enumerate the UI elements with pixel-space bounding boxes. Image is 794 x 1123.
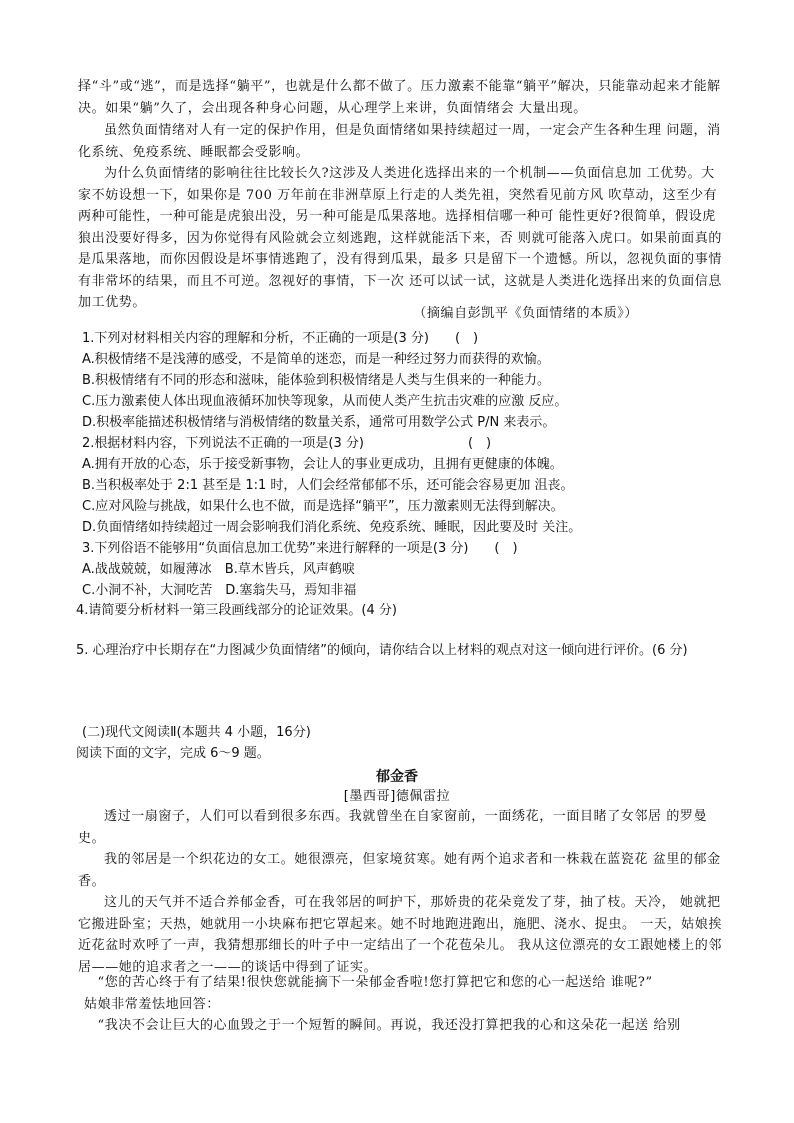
story-paragraph-4 <box>78 972 724 994</box>
question-stem: 4.请简要分析材料一第三段画线部分的论证效果。(4 分) <box>76 603 397 618</box>
option-b: B.当积极率处于 2:1 甚至是 1:1 时，人们会经常郁郁不乐，还可能会容易更加 沮丧。 <box>82 478 574 493</box>
story-text: 这儿的天气并不适合养郁金香，可在我邻居的呵护下，那娇贵的花朵竟发了芽，抽了枝。天冷， 她就把它搬进卧室；天热，她就用一小块麻布把它罩起来。她不时地跑进跑出，施肥、浇水、捉虫。 一天，姑娘挨近花盆时欢呼了一声，我猜想那细长的叶子中一定结出了一个花苞朵儿。 我从这位漂亮的女工跟她楼上的邻居——她的追求者之一——的谈话中得到了证实。 <box>78 895 722 975</box>
option-d: D.负面情绪如持续超过一周会影响我们消化系统、免疫系统、睡眠，因此要及时 关注。 <box>82 520 582 535</box>
question-stem: 5. 心理治疗中长期存在“力图减少负面情绪”的倾向，请你结合以上材料的观点对这一倾向进行评价。(6 分) <box>76 643 688 658</box>
story-paragraph-2 <box>78 849 724 892</box>
question-4 <box>76 600 716 621</box>
section-title: (二)现代文阅读Ⅱ(本题共 4 小题，16分) <box>82 725 311 740</box>
story-text: 我的邻居是一个织花边的女工。她很漂亮，但家境贫寒。她有两个追求者和一株栽在蓝瓷花 盆里的郁金香。 <box>78 852 721 889</box>
story-text: “您的苦心终于有了结果!很快您就能摘下一朵郁金香啦!您打算把它和您的心一起送给 谁呢?” <box>97 975 653 990</box>
option-c: C.应对风险与挑战，如果什么也不做，而是选择“躺平”，压力激素则无法得到解决。 <box>82 499 564 514</box>
question-1 <box>82 328 722 433</box>
story-text: 姑娘非常羞怯地回答： <box>84 997 221 1012</box>
option-c: C.压力激素使人体出现血液循环加快等现象，从而使人类产生抗击灾难的应激 反应。 <box>82 394 568 409</box>
options-ab: A.战战兢兢，如履薄冰 B.草木皆兵，风声鹤唳 <box>82 562 355 577</box>
instruction-text: 阅读下面的文字，完成 6～9 题。 <box>76 746 270 761</box>
option-d: D.积极率能描述积极情绪与消极情绪的数量关系，通常可用数学公式 P/N 来表示。 <box>82 415 556 430</box>
story-paragraph-6 <box>78 1015 724 1037</box>
passage1-source <box>78 303 638 325</box>
passage1-paragraph-3 <box>78 163 724 314</box>
option-b: B.积极情绪有不同的形态和滋味，能体验到积极情绪是人类与生俱来的一种能力。 <box>82 373 551 388</box>
passage1-text: 为什么负面情绪的影响往往比较长久?这涉及人类进化选择出来的一个机制——负面信息加 工优势。大家不妨设想一下，如果你是 700 万年前在非洲草原上行走的人类先祖，突然看见前方风 吹草动，这至少有两种可能性，一种可能是虎狼出没，另一种可能是瓜果落地。选择相信哪一种可 能性更好?很简单，假设虎狼出没要好得多，因为你觉得有风险就会立刻逃跑，这样就能活下来，否 则就可能落入虎口。如果前面真的是瓜果落地，而你因假设是坏事情逃跑了，没有得到瓜果，最多 只是留下一个遗憾。所以，忽视负面的事情有非常坏的结果，而且不可逆。忽视好的事情，下一次 还可以试一试，这就是人类进化选择出来的负面信息加工优势。 <box>78 166 722 310</box>
question-stem: 3.下列俗语不能够用“负面信息加工优势”来进行解释的一项是(3 分) ( ) <box>82 541 518 556</box>
options-cd: C.小洞不补，大洞吃苦 D.塞翁失马，焉知非福 <box>82 583 357 598</box>
option-a: A.积极情绪不是浅薄的感受，不是简单的迷恋，而是一种经过努力而获得的欢愉。 <box>82 352 550 367</box>
section-heading <box>82 722 722 743</box>
story-text: “我决不会让巨大的心血毁之于一个短暂的瞬间。再说，我还没打算把我的心和这朵花一起送 给别 <box>97 1018 681 1033</box>
passage1-paragraph-1 <box>78 76 724 119</box>
story-paragraph-1 <box>78 806 724 849</box>
source-citation: （摘编自彭凯平《负面情绪的本质》） <box>413 306 638 321</box>
section-instruction <box>76 743 716 764</box>
question-2 <box>82 433 722 538</box>
option-a: A.拥有开放的心态，乐于接受新事物，会让人的事业更成功，且拥有更健康的体魄。 <box>82 457 563 472</box>
question-3 <box>82 538 722 601</box>
story-text: 透过一扇窗子，人们可以看到很多东西。我就曾坐在自家窗前，一面绣花，一面目睹了女邻居 的罗曼史。 <box>78 809 708 846</box>
passage1-text: 择“斗”或“逃”，而是选择“躺平”，也就是什么都不做了。压力激素不能靠“躺平”解决，只能靠动起来才能解决。如果“躺”久了，会出现各种身心问题，从心理学上来讲，负面情绪会 大量出现。 <box>78 79 721 116</box>
story-paragraph-5 <box>84 994 724 1016</box>
question-stem: 1.下列对材料相关内容的理解和分析，不正确的一项是(3 分) ( ) <box>82 331 479 346</box>
passage1-paragraph-2 <box>78 120 724 163</box>
story-author: [墨西哥]德佩雷拉 <box>343 789 451 804</box>
story-title: 郁金香 <box>376 769 418 785</box>
question-5 <box>76 640 726 661</box>
passage1-text: 虽然负面情绪对人有一定的保护作用，但是负面情绪如果持续超过一周，一定会产生各种生理 问题，消化系统、免疫系统、睡眠都会受影响。 <box>78 123 721 160</box>
story-paragraph-3 <box>78 892 724 978</box>
question-stem: 2.根据材料内容，下列说法不正确的一项是(3 分) ( ) <box>82 436 492 451</box>
